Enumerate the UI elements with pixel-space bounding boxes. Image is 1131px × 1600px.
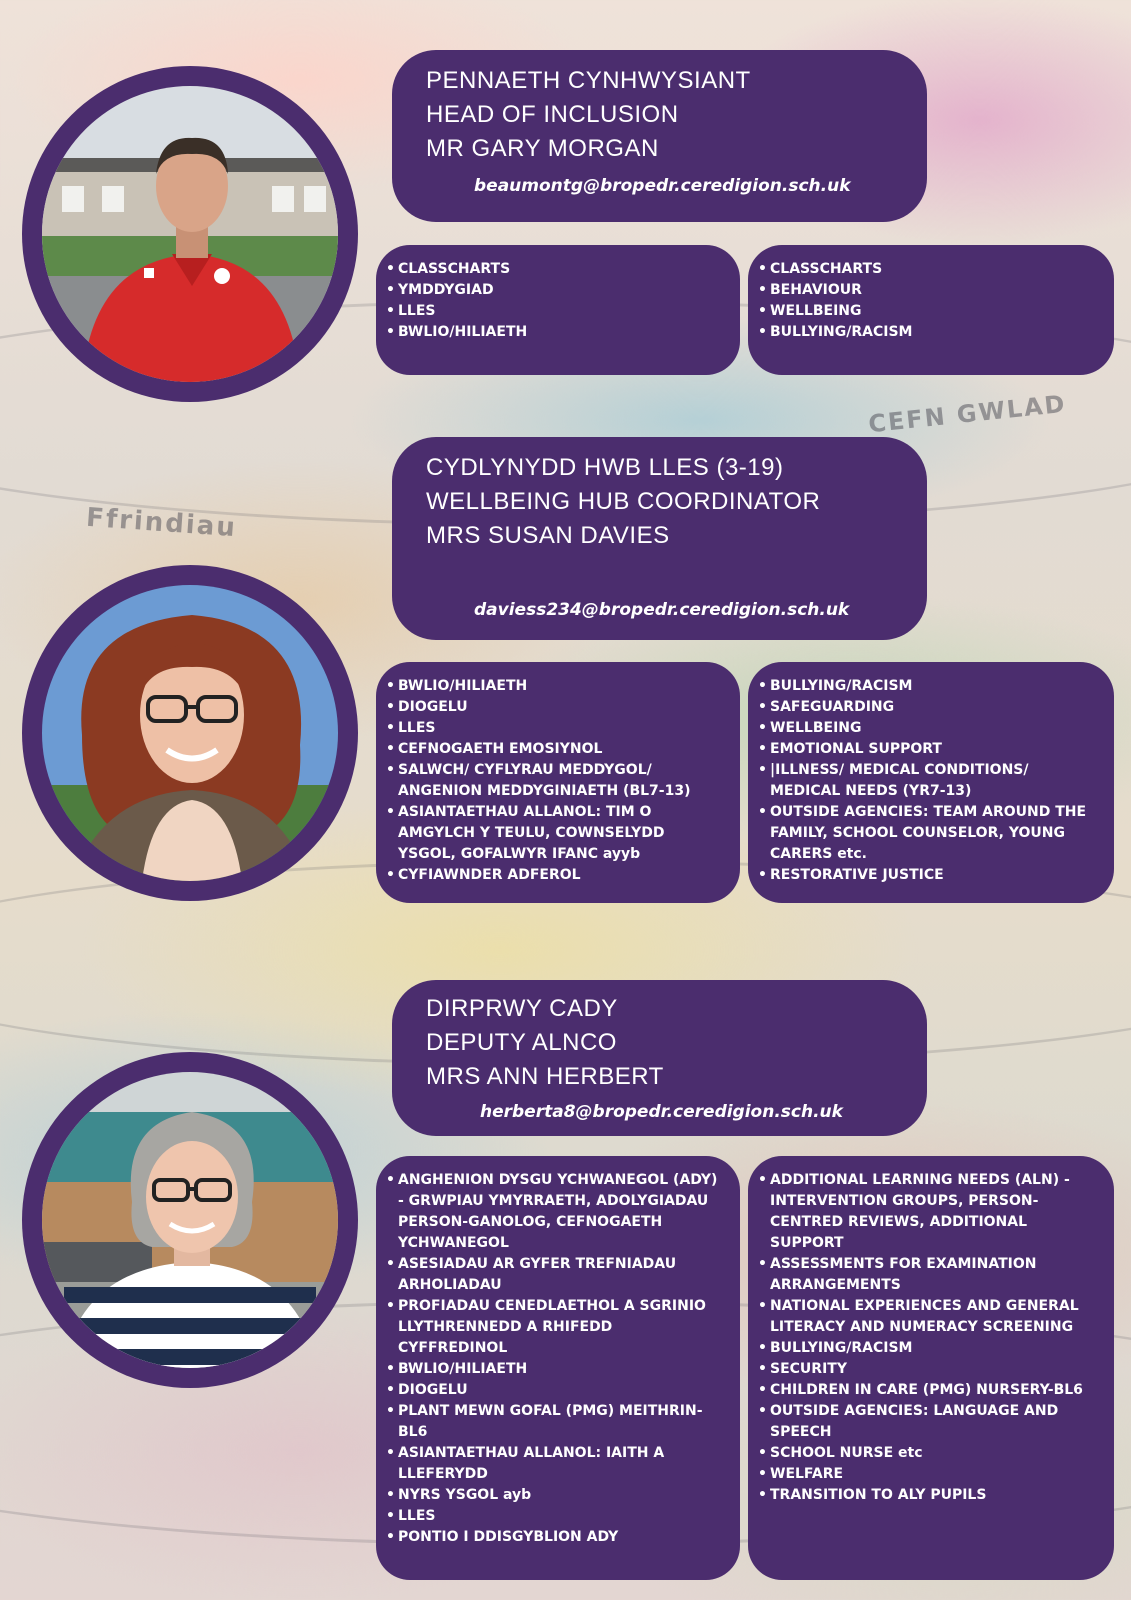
mural-word-ffrindiau: Ffrindiau bbox=[85, 502, 238, 544]
duty-item: • OUTSIDE AGENCIES: LANGUAGE AND SPEECH bbox=[758, 1401, 1100, 1443]
duties-welsh bbox=[376, 662, 740, 903]
duty-item: • EMOTIONAL SUPPORT bbox=[758, 739, 1100, 760]
duties-english bbox=[748, 1156, 1114, 1580]
duty-item: • LLES bbox=[386, 718, 726, 739]
duty-item: • YMDDYGIAD bbox=[386, 280, 726, 301]
duty-item: • |ILLNESS/ MEDICAL CONDITIONS/ MEDICAL NEEDS (YR7-13) bbox=[758, 760, 1100, 802]
duty-item: • DIOGELU bbox=[386, 1380, 726, 1401]
duty-item: • CLASSCHARTS bbox=[386, 259, 726, 280]
duty-item: • BULLYING/RACISM bbox=[758, 1338, 1100, 1359]
duty-item: • BULLYING/RACISM bbox=[758, 676, 1100, 697]
duty-item: • SECURITY bbox=[758, 1359, 1100, 1380]
duties-list bbox=[758, 676, 1100, 886]
duties-welsh bbox=[376, 245, 740, 375]
duty-item: • TRANSITION TO ALY PUPILS bbox=[758, 1485, 1100, 1506]
role-title-english: DEPUTY ALNCO bbox=[426, 1029, 617, 1056]
duty-item: • BWLIO/HILIAETH bbox=[386, 322, 726, 343]
staff-photo-susan-davies bbox=[42, 585, 338, 881]
duty-item: • ASESIADAU AR GYFER TREFNIADAU ARHOLIADAU bbox=[386, 1254, 726, 1296]
duty-item: • PONTIO I DDISGYBLION ADY bbox=[386, 1527, 726, 1548]
duty-item: • NYRS YSGOL ayb bbox=[386, 1485, 726, 1506]
staff-name: MR GARY MORGAN bbox=[426, 135, 659, 162]
duty-item: • NATIONAL EXPERIENCES AND GENERAL LITERACY AND NUMERACY SCREENING bbox=[758, 1296, 1100, 1338]
role-title-welsh: DIRPRWY CADY bbox=[426, 995, 618, 1022]
role-title-welsh: CYDLYNYDD HWB LLES (3-19) bbox=[426, 454, 784, 481]
role-title-english: WELLBEING HUB COORDINATOR bbox=[426, 488, 821, 515]
duties-list bbox=[386, 259, 726, 343]
duties-welsh bbox=[376, 1156, 740, 1580]
duty-item: • ASSESSMENTS FOR EXAMINATION ARRANGEMENTS bbox=[758, 1254, 1100, 1296]
duty-item: • SCHOOL NURSE etc bbox=[758, 1443, 1100, 1464]
duties-list bbox=[758, 259, 1100, 343]
email-link[interactable]: beaumontg@bropedr.ceredigion.sch.uk bbox=[474, 176, 851, 196]
duty-item: • CYFIAWNDER ADFEROL bbox=[386, 865, 726, 886]
staff-name: MRS SUSAN DAVIES bbox=[426, 522, 670, 549]
duty-item: • ANGHENION DYSGU YCHWANEGOL (ADY) - GRWPIAU YMYRRAETH, ADOLYGIADAU PERSON-GANOLOG, CEFNOGAETH YCHWANEGOL bbox=[386, 1170, 726, 1254]
duty-item: • BULLYING/RACISM bbox=[758, 322, 1100, 343]
duty-item: • CLASSCHARTS bbox=[758, 259, 1100, 280]
duty-item: • OUTSIDE AGENCIES: TEAM AROUND THE FAMILY, SCHOOL COUNSELOR, YOUNG CARERS etc. bbox=[758, 802, 1100, 865]
duty-item: • BEHAVIOUR bbox=[758, 280, 1100, 301]
staff-photo-gary-morgan bbox=[42, 86, 338, 382]
duty-item: • PLANT MEWN GOFAL (PMG) MEITHRIN-BL6 bbox=[386, 1401, 726, 1443]
duties-list bbox=[758, 1170, 1100, 1506]
title-box bbox=[392, 50, 927, 222]
duty-item: • SAFEGUARDING bbox=[758, 697, 1100, 718]
duty-item: • BWLIO/HILIAETH bbox=[386, 676, 726, 697]
duty-item: • SALWCH/ CYFLYRAU MEDDYGOL/ ANGENION MEDDYGINIAETH (BL7-13) bbox=[386, 760, 726, 802]
duty-item: • ASIANTAETHAU ALLANOL: IAITH A LLEFERYDD bbox=[386, 1443, 726, 1485]
duty-item: • WELLBEING bbox=[758, 301, 1100, 322]
email-link[interactable]: herberta8@bropedr.ceredigion.sch.uk bbox=[480, 1102, 843, 1122]
duty-item: • WELFARE bbox=[758, 1464, 1100, 1485]
duty-item: • LLES bbox=[386, 1506, 726, 1527]
staff-name: MRS ANN HERBERT bbox=[426, 1063, 664, 1090]
duty-item: • PROFIADAU CENEDLAETHOL A SGRINIO LLYTHRENNEDD A RHIFEDD CYFFREDINOL bbox=[386, 1296, 726, 1359]
duties-list bbox=[386, 676, 726, 886]
duties-english bbox=[748, 245, 1114, 375]
duty-item: • RESTORATIVE JUSTICE bbox=[758, 865, 1100, 886]
duty-item: • CEFNOGAETH EMOSIYNOL bbox=[386, 739, 726, 760]
duty-item: • BWLIO/HILIAETH bbox=[386, 1359, 726, 1380]
mural-word-cefn-gwlad: CEFN GWLAD bbox=[867, 389, 1068, 439]
duty-item: • LLES bbox=[386, 301, 726, 322]
duty-item: • CHILDREN IN CARE (PMG) NURSERY-BL6 bbox=[758, 1380, 1100, 1401]
role-title-english: HEAD OF INCLUSION bbox=[426, 101, 679, 128]
duties-english bbox=[748, 662, 1114, 903]
duty-item: • ADDITIONAL LEARNING NEEDS (ALN) - INTERVENTION GROUPS, PERSON-CENTRED REVIEWS, ADDITIONAL SUPPORT bbox=[758, 1170, 1100, 1254]
staff-photo-ann-herbert bbox=[42, 1072, 338, 1368]
role-title-welsh: PENNAETH CYNHWYSIANT bbox=[426, 67, 751, 94]
duties-list bbox=[386, 1170, 726, 1548]
duty-item: • WELLBEING bbox=[758, 718, 1100, 739]
duty-item: • DIOGELU bbox=[386, 697, 726, 718]
email-link[interactable]: daviess234@bropedr.ceredigion.sch.uk bbox=[474, 600, 850, 620]
duty-item: • ASIANTAETHAU ALLANOL: TIM O AMGYLCH Y TEULU, COWNSELYDD YSGOL, GOFALWYR IFANC ayyb bbox=[386, 802, 726, 865]
